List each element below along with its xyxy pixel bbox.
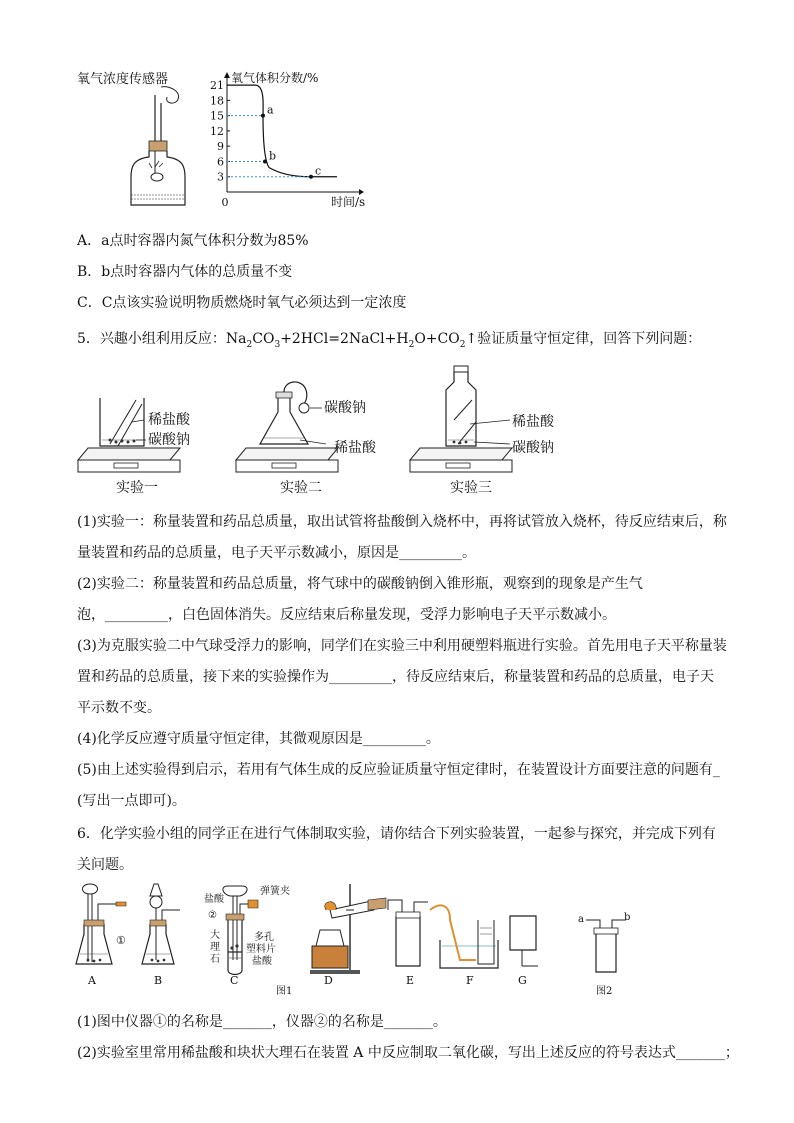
option-a: A．a点时容器内氮气体积分数为85% [77,233,309,249]
option-c: C．C点该实验说明物质燃烧时氧气必须达到一定浓度 [77,295,407,311]
q6-p1: (1)图中仪器①的名称是_______，仪器②的名称是_______。 [77,1014,447,1030]
q5-p5a: (5)由上述实验得到启示，若用有气体生成的反应验证质量守恒定律时，在装置设计方面要注意的问题有_ [77,762,720,778]
q5-p3b: 置和药品的总质量，接下来的实验操作为_________，待反应结束后，称量装置和药品的总质量，电子天 [77,669,714,685]
y-tick-label-12: 12 [210,124,224,138]
label-porous-2: 塑料片 [246,944,276,955]
exp3-label-acid: 稀盐酸 [512,414,554,430]
apparatus-d [310,884,386,974]
q6-p2: (2)实验室里常用稀盐酸和块状大理石在装置 A 中反应制取二氧化碳，写出上述反应的符号表达式_______； [77,1045,739,1061]
label-b: B [154,974,163,987]
label-a: A [88,974,96,987]
apparatus-e [388,900,428,966]
y-axis-arrow [224,72,230,78]
point-label-b: b [269,149,277,163]
x-origin-label: 0 [221,196,229,209]
experiment-2-apparatus [236,382,338,472]
series-curve [227,85,337,177]
label-c: C [230,974,239,987]
point-c [309,175,313,179]
apparatus-b [142,884,180,964]
label-marble-1: 大 [210,930,220,941]
q5-p3a: (3)为克服实验二中气球受浮力的影响，同学们在实验三中利用硬塑料瓶进行实验。首先用电子天平称量装 [77,638,727,654]
label-circle2: ② [208,910,217,921]
label-circle1: ① [116,934,126,947]
apparatus-g [510,916,538,966]
point-label-a: a [267,103,274,117]
y-tick-label-9: 9 [217,140,224,154]
x-axis-label: 时间/s [331,195,365,209]
exp2-label-carbonate: 碳酸钠 [324,400,366,416]
y-tick-label-6: 6 [217,155,224,169]
exp2-caption: 实验二 [280,480,322,496]
q6-stem-a: 6．化学实验小组的同学正在进行气体制取实验，请你结合下列实验装置，一起参与探究，并完成下列有 [77,826,716,842]
apparatus-f [430,905,498,968]
experiment-3-apparatus [410,366,512,472]
label-porous-1: 多孔 [254,932,274,943]
figure-2-bottle [586,920,626,972]
exp3-caption: 实验三 [450,480,492,496]
label-marble-2: 理 [210,942,220,953]
label-clip: 弹簧夹 [260,886,290,897]
q5-stem: 5．兴趣小组利用反应：$Na_2CO_3+2HCl=2NaCl+H_2O+CO_2↑$验证质量守恒定律，回答下列问题： [77,331,702,350]
q6-apparatus-figure [70,880,640,1000]
y-axis-label: 氧气体积分数/% [231,71,319,85]
exp1-label-carbonate: 碳酸钠 [148,432,190,448]
q5-p2b: 泡，_________，白色固体消失。反应结束后称量发现，受浮力影响电子天平示数减小。 [77,607,616,623]
label-port-b: b [624,912,631,923]
label-e: E [406,974,415,987]
label-g: G [518,974,527,987]
label-f: F [466,974,474,987]
exp1-label-acid: 稀盐酸 [148,412,190,428]
label-fig2: 图2 [596,986,613,997]
exp2-label-acid: 稀盐酸 [334,440,376,456]
y-tick-label-18: 18 [210,94,224,108]
label-hcl: 盐酸 [204,894,224,905]
point-label-c: c [315,164,322,178]
q5-p2a: (2)实验二：称量装置和药品总质量，将气球中的碳酸钠倒入锥形瓶，观察到的现象是产生气 [77,576,643,592]
label-marble-3: 石 [210,954,220,965]
sensor-bottle-diagram [125,85,195,215]
q5-p1b: 量装置和药品的总质量，电子天平示数减小，原因是_________。 [77,545,476,561]
exp3-label-carbonate: 碳酸钠 [512,440,554,456]
q5-p4: (4)化学反应遵守质量守恒定律，其微观原因是_________。 [77,731,440,747]
y-tick-label-21: 21 [210,79,224,93]
exp1-caption: 实验一 [116,480,158,496]
q5-p3c: 平示数不变。 [77,700,161,716]
label-acid: 盐酸 [252,956,272,967]
label-d: D [324,974,333,987]
y-tick-label-3: 3 [217,170,224,184]
point-a [261,114,265,118]
sensor-label: 氧气浓度传感器 [77,72,169,87]
option-b: B．b点时容器内气体的总质量不变 [77,264,293,280]
y-tick-label-15: 15 [210,109,224,123]
q5-p5b: (写出一点即可)。 [77,793,186,809]
q6-stem-b: 关问题。 [77,857,133,873]
oxygen-chart [205,64,365,214]
apparatus-a [76,884,126,964]
point-b [263,159,267,163]
q5-experiments-figure [70,360,590,500]
label-port-a: a [578,914,584,925]
label-fig1: 图1 [276,986,293,997]
q5-p1a: (1)实验一：称量装置和药品总质量，取出试管将盐酸倒入烧杯中，再将试管放入烧杯，待反应结束后，称 [77,514,727,530]
